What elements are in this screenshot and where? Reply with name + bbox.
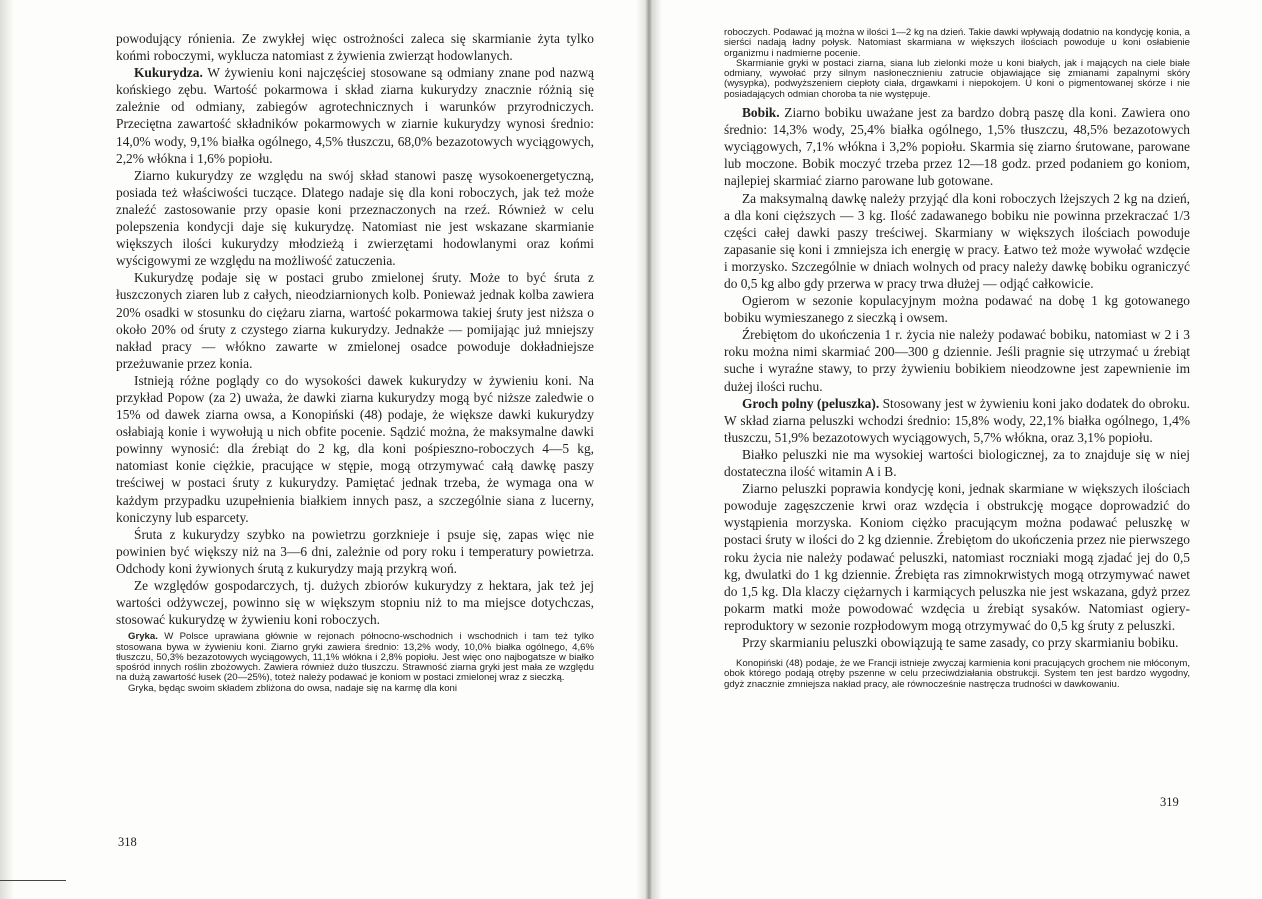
paragraph-text: Stosowany jest w żywieniu koni jako dodatek do obroku. W skład ziarna peluszki wchodzi średnio: 15,8% wody, 22,1% białka ogólnego, 1,4% tłuszczu, 51,9% bezazotowych wyciągowych, 5,7% włókna, oraz 3,1% popiołu. — [724, 395, 1190, 445]
paragraph — [724, 59, 1190, 100]
paragraph-text: W Polsce uprawiana głównie w rejonach północno-wschodnich i wschodnich i tam też tylko stosowana bywa w żywieniu koni. Ziarno gryki zawiera średnio: 13,2% wody, 10,0% białka ogólnego, 4,6% tłuszczu, 50,3% bezazotowych wyciągowych, 11,1% włókna i 2,8% popiołu. Jest więc ono najbogatsze w białko spośród innych roślin zbożowych. Zawiera również dużo tłuszczu. Strawność ziarna gryki jest mała ze względu na dużą zawartość łusek (20—25%), toteż należy podawać je koniom w postaci zmielonej wraz z sieczką. — [116, 631, 594, 684]
paragraph — [116, 269, 594, 372]
paragraph — [724, 480, 1190, 634]
paragraph — [116, 30, 594, 64]
paragraph — [724, 446, 1190, 480]
paragraph — [724, 190, 1190, 293]
paragraph — [116, 64, 594, 167]
paragraph-text: Gryka, będąc swoim składem zbliżona do owsa, nadaje się na karmę dla koni — [128, 682, 458, 694]
paragraph-text: Kukurydzę podaje się w postaci grubo zmielonej śruty. Może to być śruta z łuszczonych ziaren lub z całych, nieodziarnionych kolb. Ponieważ jednak kolba zawiera 20% osadki w stosunku do ciężaru ziarna, wartość pokarmowa takiej śruty jest niższa o około 20% od śruty z czystego ziarna kukurydzy. Jednakże — pomijając już mniejszy nakład pracy — włókno zawarte w zmielonej osadce powoduje dokładniejsze przeżuwanie przez konia. — [116, 270, 594, 371]
paragraph — [116, 372, 594, 526]
paragraph-text: Źrebiętom do ukończenia 1 r. życia nie należy podawać bobiku, natomiast w 2 i 3 roku można nimi skarmiać 200—300 g dziennie. Jeśli pragnie się utrzymać u źrebiąt suche i wyraźne stawy, to przy żywieniu bobikiem nieodzowne jest zapewnienie im dużej ilości ruchu. — [724, 327, 1190, 394]
paragraph-text: Śruta z kukurydzy szybko na powietrzu gorzknieje i psuje się, zapas więc nie powinien być większy niż na 3—6 dni, zależnie od pory roku i temperatury powietrza. Odchody koni żywionych śrutą z kukurydzy mają przykrą woń. — [116, 526, 594, 576]
right-text-column — [724, 28, 1190, 694]
page-number-right: 319 — [1160, 795, 1179, 809]
left-small-print — [116, 632, 594, 694]
paragraph-text: Ogierom w sezonie kopulacyjnym można podawać na dobę 1 kg gotowanego bobiku wymieszanego z sieczką i owsem. — [724, 293, 1190, 326]
paragraph — [116, 577, 594, 628]
paragraph-text: W żywieniu koni najczęściej stosowane są odmiany znane pod nazwą końskiego zębu. Wartość pokarmowa i skład ziarna kukurydzy znacznie różnią się zależnie od odmiany, zabiegów agrotechnicznych i warunków przyrodniczych. Przeciętna zawartość składników pokarmowych w ziarnie kukurydzy wynosi średnio: 14,0% wody, 9,1% białka ogólnego, 4,5% tłuszczu, 68,0% bezazotowych wyciągowych, 2,2% włókna i 1,6% popiołu. — [116, 65, 594, 166]
paragraph-text: Ze względów gospodarczych, tj. dużych zbiorów kukurydzy z hektara, jak też jej wartości odżywczej, powinno się w większym stopniu niż to ma miejsce dotychczas, stosować kukurydzę w żywieniu koni roboczych. — [116, 578, 594, 628]
paragraph — [724, 395, 1190, 446]
paragraph-text: Za maksymalną dawkę należy przyjąć dla koni roboczych lżejszych 2 kg na dzień, a dla koni cięższych — 3 kg. Ilość zadawanego bobiku nie powinna przekraczać 1/3 części całej dawki paszy treściwej. Skarmiany w większych ilościach powoduje zapasanie się koni i zmniejsza ich energię w pracy. Łatwo też może wywołać wzdęcie i morzysko. Szczególnie w dniach wolnych od pracy należy dawkę bobiku ograniczyć do 0,5 kg albo gdy przerwa w pracy trwa dłużej — odjąć całkowicie. — [724, 190, 1190, 292]
paragraph-text: Ziarno peluszki poprawia kondycję koni, jednak skarmiane w większych ilościach powoduje zagęszczenie krwi oraz wzdęcia i obstrukcję mogące doprowadzić do wystąpienia morzyska. Koniom ciężko pracującym można podawać peluszkę w postaci śruty w ilości do 2 kg dziennie. Źrebiętom do ukończenia przez nie pierwszego roku życia nie należy podawać peluszki, natomiast roczniaki mogą zjadać jej do 0,5 kg, dwulatki do 1 kg dziennie. Źrebięta ras zimnokrwistych mogą otrzymywać nawet do 1,5 kg. Dla klaczy ciężarnych i karmiących peluszka nie jest wskazana, gdyż przez pokarm matki może powodować wzdęcia u źrebiąt sysaków. Natomiast ogiery-reproduktory w sezonie rozpłodowym mogą otrzymywać do 0,5 kg śruty z peluszki. — [724, 481, 1190, 633]
paragraph-text: powodujący rónienia. Ze zwykłej więc ostrożności zaleca się skarmianie żyta tylko końmi roboczymi, wyklucza natomiast z żywienia zwierząt hodowlanych. — [116, 31, 594, 64]
paragraph-heading: Gryka. — [128, 631, 158, 643]
paragraph — [116, 684, 594, 694]
paragraph — [724, 292, 1190, 326]
right-small-print-top — [724, 28, 1190, 100]
right-page — [640, 0, 1262, 899]
paragraph-text: Konopiński (48) podaje, że we Francji istnieje zwyczaj karmienia koni pracujących grochem nie młóconym, obok którego podają otręby pszenne w celu przeciwdziałania obstrukcji. System ten jest bardzo wygodny, gdyż znacznie zmniejsza nakład pracy, ale równocześnie nastręcza trudności w dawkowaniu. — [724, 658, 1190, 690]
paragraph — [724, 634, 1190, 651]
paragraph-heading: Kukurydza. — [134, 65, 203, 81]
paragraph — [116, 632, 594, 683]
paragraph — [724, 104, 1190, 189]
paragraph-heading: Groch polny (peluszka). — [742, 395, 880, 411]
paragraph — [116, 526, 594, 577]
paragraph — [724, 659, 1190, 690]
paragraph-text: Skarmianie gryki w postaci ziarna, siana lub zielonki może u koni białych, jak i mających na ciele białe odmiany, wywołać przy silnym nasłonecznieniu zatrucie objawiające się zmianami zapalnymi skóry (wysypka), podwyższeniem ciepłoty ciała, drgawkami i niepokojem. U koni o pigmentowanej skórze i nie posiadających odmian choroba ta nie występuje. — [724, 57, 1190, 100]
paragraph-heading: Bobik. — [742, 105, 780, 121]
paragraph-text: Ziarno bobiku uważane jest za bardzo dobrą paszę dla koni. Zawiera ono średnio: 14,3% wody, 25,4% białka ogólnego, 1,5% tłuszczu, 48,5% bezazotowych wyciągowych, 7,1% włókna i 3,2% popiołu. Skarmia się ziarno śrutowane, parowane lub moczone. Bobik moczyć trzeba przez 12—18 godz. przed podaniem go koniom, najlepiej skarmiać ziarno parowane lub gotowane. — [724, 105, 1190, 189]
left-text-column — [116, 30, 594, 698]
paragraph — [724, 326, 1190, 394]
right-body-text — [724, 104, 1190, 651]
paragraph-text: Istnieją różne poglądy co do wysokości dawek kukurydzy w żywieniu koni. Na przykład Popow (za 2) uważa, że dawki ziarna kukurydzy mogą być niższe zaledwie o 15% od dawek ziarna owsa, a Konopiński (48) podaje, że większe dawki kukurydzy osłabiają konie i wywołują u nich obfite pocenie. Sądzić można, że maksymalne dawki powinny wynosić: dla źrebiąt do 2 kg, dla koni pośpieszno-roboczych 4—5 kg, natomiast konie ciężkie, pracujące w stępie, mogą otrzymywać całą dawkę paszy treściwej w postaci śruty z kukurydzy. Pamiętać jednak trzeba, że wymaga ona w każdym przypadku uzupełnienia białkiem innych pasz, a szczególnie siana z lucerny, koniczyny lub esparcety. — [116, 372, 594, 525]
page-number-left: 318 — [118, 835, 137, 849]
paragraph — [724, 28, 1190, 59]
paragraph-text: Białko peluszki nie ma wysokiej wartości biologicznej, za to znajduje się w niej dostateczna ilość witamin A i B. — [724, 446, 1190, 480]
right-small-print-bottom — [724, 659, 1190, 690]
paragraph-text: Ziarno kukurydzy ze względu na swój skład stanowi paszę wysokoenergetyczną, posiada też właściwości tuczące. Dlatego nadaje się dla koni roboczych, jak też może znaleźć zastosowanie przy opasie koni przeznaczonych na rzeź. Również w celu polepszenia kondycji daje się kukurydzę. Natomiast nie jest wskazane skarmianie większych ilości kukurydzy młodzieżą i zwierzętami hodowlanymi oraz końmi wyścigowymi ze względu na możliwość zatuczenia. — [116, 167, 594, 269]
left-body-text — [116, 30, 594, 628]
paragraph — [116, 167, 594, 270]
paragraph-text: roboczych. Podawać ją można w ilości 1—2 kg na dzień. Takie dawki wpływają dodatnio na kondycję konia, a sierści nadają ładny połysk. Natomiast skarmiana w większych ilościach powoduje u koni osłabienie organizmu i nadmierne pocenie. — [724, 27, 1190, 59]
paragraph-text: Przy skarmianiu peluszki obowiązują te same zasady, co przy skarmianiu bobiku. — [742, 634, 1179, 650]
